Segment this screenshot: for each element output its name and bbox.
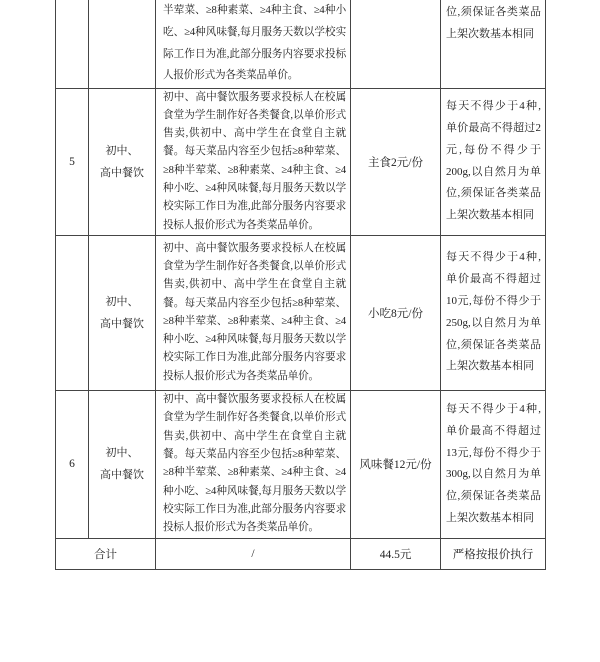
item-name-line1: 初中、 (105, 295, 139, 308)
service-desc-cell: 半荤菜、≥8种素菜、≥4种主食、≥4种小吃、≥4种风味餐,每月服务天数以学校实际工作日为准,此部分服务内容要求投标人报价形式为各类菜品单价。 (156, 0, 351, 88)
item-name-cell (89, 235, 156, 390)
notes-cell: 位,须保证各类菜品上架次数基本相同 (441, 0, 546, 88)
price-cell: 小吃8元/份 (351, 235, 441, 390)
price-cell: 主食2元/份 (351, 88, 441, 235)
table-row-total (56, 538, 546, 569)
item-name-cell (89, 0, 156, 88)
service-desc-cell: 初中、高中餐饮服务要求投标人在校属食堂为学生制作好各类餐食,以单价形式售卖,供初中、高中学生在食堂自主就餐。每天菜品内容至少包括≥8种荤菜、≥8种半荤菜、≥8种素菜、≥4种主食、≥4种小吃、≥4种风味餐,每月服务天数以学校实际工作日为准,此部分服务内容要求投标人报价形式为各类菜品单价。 (156, 235, 351, 390)
item-name-cell (89, 88, 156, 235)
total-price-cell: 44.5元 (351, 538, 441, 569)
total-notes-cell: 严格按报价执行 (441, 538, 546, 569)
seq-cell (56, 235, 89, 390)
item-name-cell (89, 390, 156, 538)
table-row-continuation (56, 0, 546, 88)
item-name-line1: 初中、 (105, 144, 139, 157)
total-desc-cell: / (156, 538, 351, 569)
table-row-6 (56, 390, 546, 538)
notes-cell: 每天不得少于4种,单价最高不得超过2元,每份不得少于200g,以自然月为单位,须保证各类菜品上架次数基本相同 (441, 88, 546, 235)
item-name-line2: 高中餐饮 (100, 317, 144, 330)
seq-cell (56, 0, 89, 88)
notes-cell: 每天不得少于4种,单价最高不得超过10元,每份不得少于250g,以自然月为单位,须保证各类菜品上架次数基本相同 (441, 235, 546, 390)
price-cell (351, 0, 441, 88)
seq-cell: 5 (56, 88, 89, 235)
pricing-table (55, 0, 546, 570)
service-desc-cell: 初中、高中餐饮服务要求投标人在校属食堂为学生制作好各类餐食,以单价形式售卖,供初中、高中学生在食堂自主就餐。每天菜品内容至少包括≥8种荤菜、≥8种半荤菜、≥8种素菜、≥4种主食、≥4种小吃、≥4种风味餐,每月服务天数以学校实际工作日为准,此部分服务内容要求投标人报价形式为各类菜品单价。 (156, 390, 351, 538)
seq-cell: 6 (56, 390, 89, 538)
item-name-line2: 高中餐饮 (100, 166, 144, 179)
item-name-line2: 高中餐饮 (100, 469, 144, 482)
notes-cell: 每天不得少于4种,单价最高不得超过13元,每份不得少于300g,以自然月为单位,须保证各类菜品上架次数基本相同 (441, 390, 546, 538)
item-name-line1: 初中、 (105, 447, 139, 460)
price-cell: 风味餐12元/份 (351, 390, 441, 538)
table-row-unnumbered (56, 235, 546, 390)
total-label-cell: 合计 (56, 538, 156, 569)
service-desc-cell: 初中、高中餐饮服务要求投标人在校属食堂为学生制作好各类餐食,以单价形式售卖,供初中、高中学生在食堂自主就餐。每天菜品内容至少包括≥8种荤菜、≥8种半荤菜、≥8种素菜、≥4种主食、≥4种小吃、≥4种风味餐,每月服务天数以学校实际工作日为准,此部分服务内容要求投标人报价形式为各类菜品单价。 (156, 88, 351, 235)
table-row-5 (56, 88, 546, 235)
